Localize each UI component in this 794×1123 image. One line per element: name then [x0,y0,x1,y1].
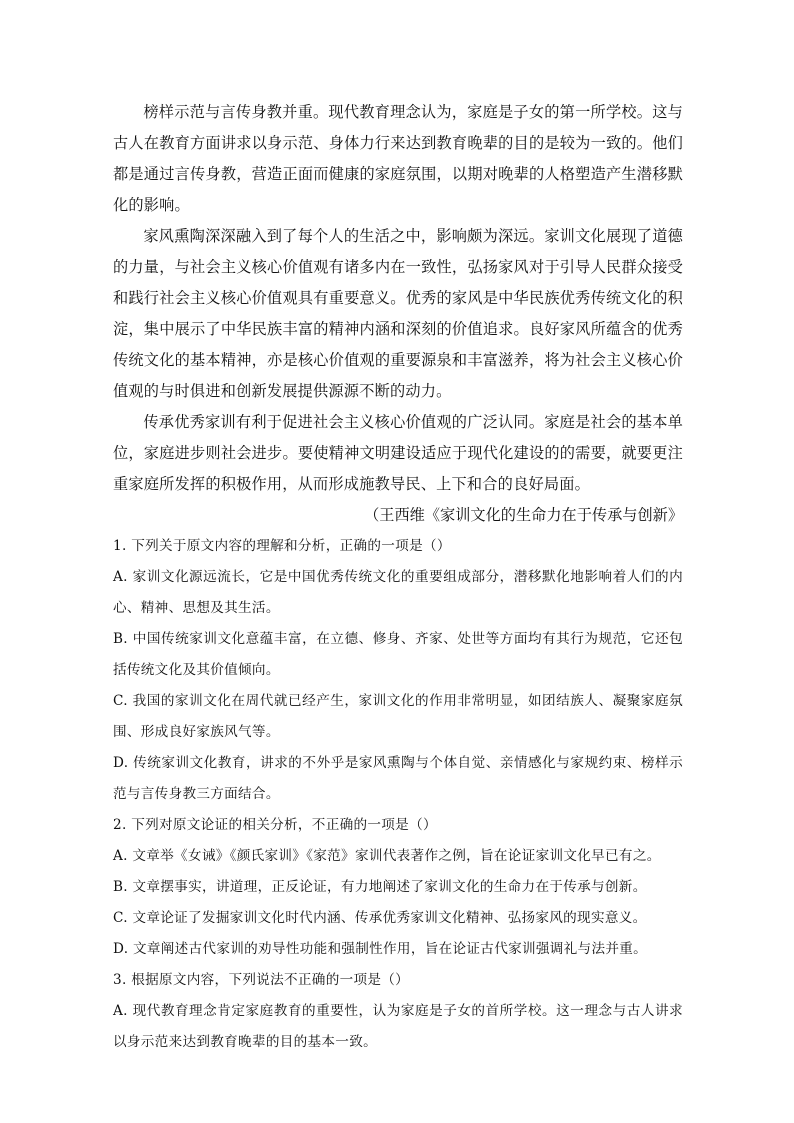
passage-paragraph-1: 榜样示范与言传身教并重。现代教育理念认为，家庭是子女的第一所学校。这与古人在教育方面讲求以身示范、身体力行来达到教育晚辈的目的是较为一致的。他们都是通过言传身教，营造正面而健康的家庭氛围，以期对晚辈的人格塑造产生潜移默化的影响。 [113,103,683,214]
question-2 [113,810,683,965]
question-stem: 1. 下列关于原文内容的理解和分析，正确的一项是（） [113,538,451,554]
passage-source: （王西维《家训文化的生命力在于传承与创新》 [364,506,683,524]
question-stem: 3. 根据原文内容，下列说法不正确的一项是（） [113,972,410,988]
question-stem: 2. 下列对原文论证的相关分析，不正确的一项是（） [113,817,437,833]
option-b: B. 中国传统家训文化意蕴丰富，在立德、修身、齐家、处世等方面均有其行为规范，它还包括传统文化及其价值倾向。 [113,631,683,678]
option-c: C. 我国的家训文化在周代就已经产生，家训文化的作用非常明显，如团结族人、凝聚家庭氛围、形成良好家族风气等。 [113,693,683,740]
option-b: B. 文章摆事实，讲道理，正反论证，有力地阐述了家训文化的生命力在于传承与创新。 [113,879,647,895]
option-c: C. 文章论证了发掘家训文化时代内涵、传承优秀家训文化精神、弘扬家风的现实意义。 [113,910,647,926]
option-d: D. 文章阐述古代家训的劝导性功能和强制性作用，旨在论证古代家训强调礼与法并重。 [113,941,648,957]
option-a: A. 家训文化源远流长，它是中国优秀传统文化的重要组成部分，潜移默化地影响着人们的内心、精神、思想及其生活。 [113,569,683,616]
document-page [113,97,683,1058]
option-d: D. 传统家训文化教育，讲求的不外乎是家风熏陶与个体自觉、亲情感化与家规约束、榜样示范与言传身教三方面结合。 [113,755,683,802]
passage-paragraph-3: 传承优秀家训有利于促进社会主义核心价值观的广泛认同。家庭是社会的基本单位，家庭进步则社会进步。要使精神文明建设适应于现代化建设的的需要，就要更注重家庭所发挥的积极作用，从而形成施教导民、上下和合的良好局面。 [113,413,683,493]
question-1 [113,531,683,810]
option-a: A. 文章举《女诫》《颜氏家训》《家范》家训代表著作之例，旨在论证家训文化早已有之。 [113,848,661,864]
question-3 [113,965,683,1058]
option-a: A. 现代教育理念肯定家庭教育的重要性，认为家庭是子女的首所学校。这一理念与古人讲求以身示范来达到教育晚辈的目的基本一致。 [113,1003,683,1050]
passage-paragraph-2: 家风熏陶深深融入到了每个人的生活之中，影响颇为深远。家训文化展现了道德的力量，与社会主义核心价值观有诸多内在一致性，弘扬家风对于引导人民群众接受和践行社会主义核心价值观具有重要意义。优秀的家风是中华民族优秀传统文化的积淀，集中展示了中华民族丰富的精神内涵和深刻的价值追求。良好家风所蕴含的优秀传统文化的基本精神，亦是核心价值观的重要源泉和丰富滋养，将为社会主义核心价值观的与时俱进和创新发展提供源源不断的动力。 [113,227,683,400]
